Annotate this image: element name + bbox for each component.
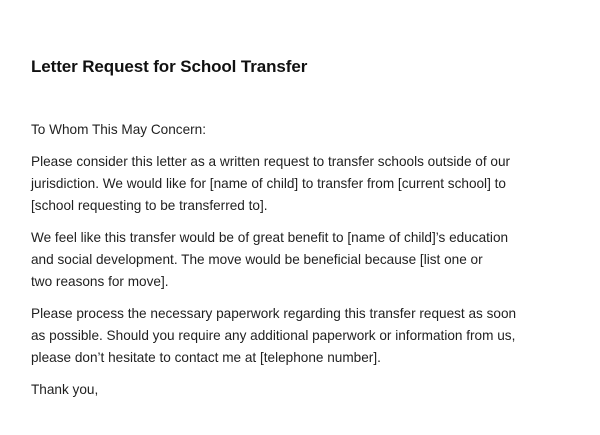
paragraph-paperwork: Please process the necessary paperwork regarding this transfer request as soon as possible. Should you require any additional paperwork or information from us, please don’t hesitate to contact me at [telephone number]. [31,306,517,365]
letter-body [31,119,576,411]
closing: Thank you, [31,382,99,397]
paragraph-request: Please consider this letter as a written request to transfer schools outside of our jurisdiction. We would like for [name of child] to transfer from [current school] to [school requesting to be transferred to]. [31,154,511,213]
salutation: To Whom This May Concern: [31,122,207,137]
letter-title: Letter Request for School Transfer [31,57,308,76]
paragraph-benefit: We feel like this transfer would be of great benefit to [name of child]’s education and social development. The move would be beneficial because [list one or two reasons for move]. [31,230,509,289]
